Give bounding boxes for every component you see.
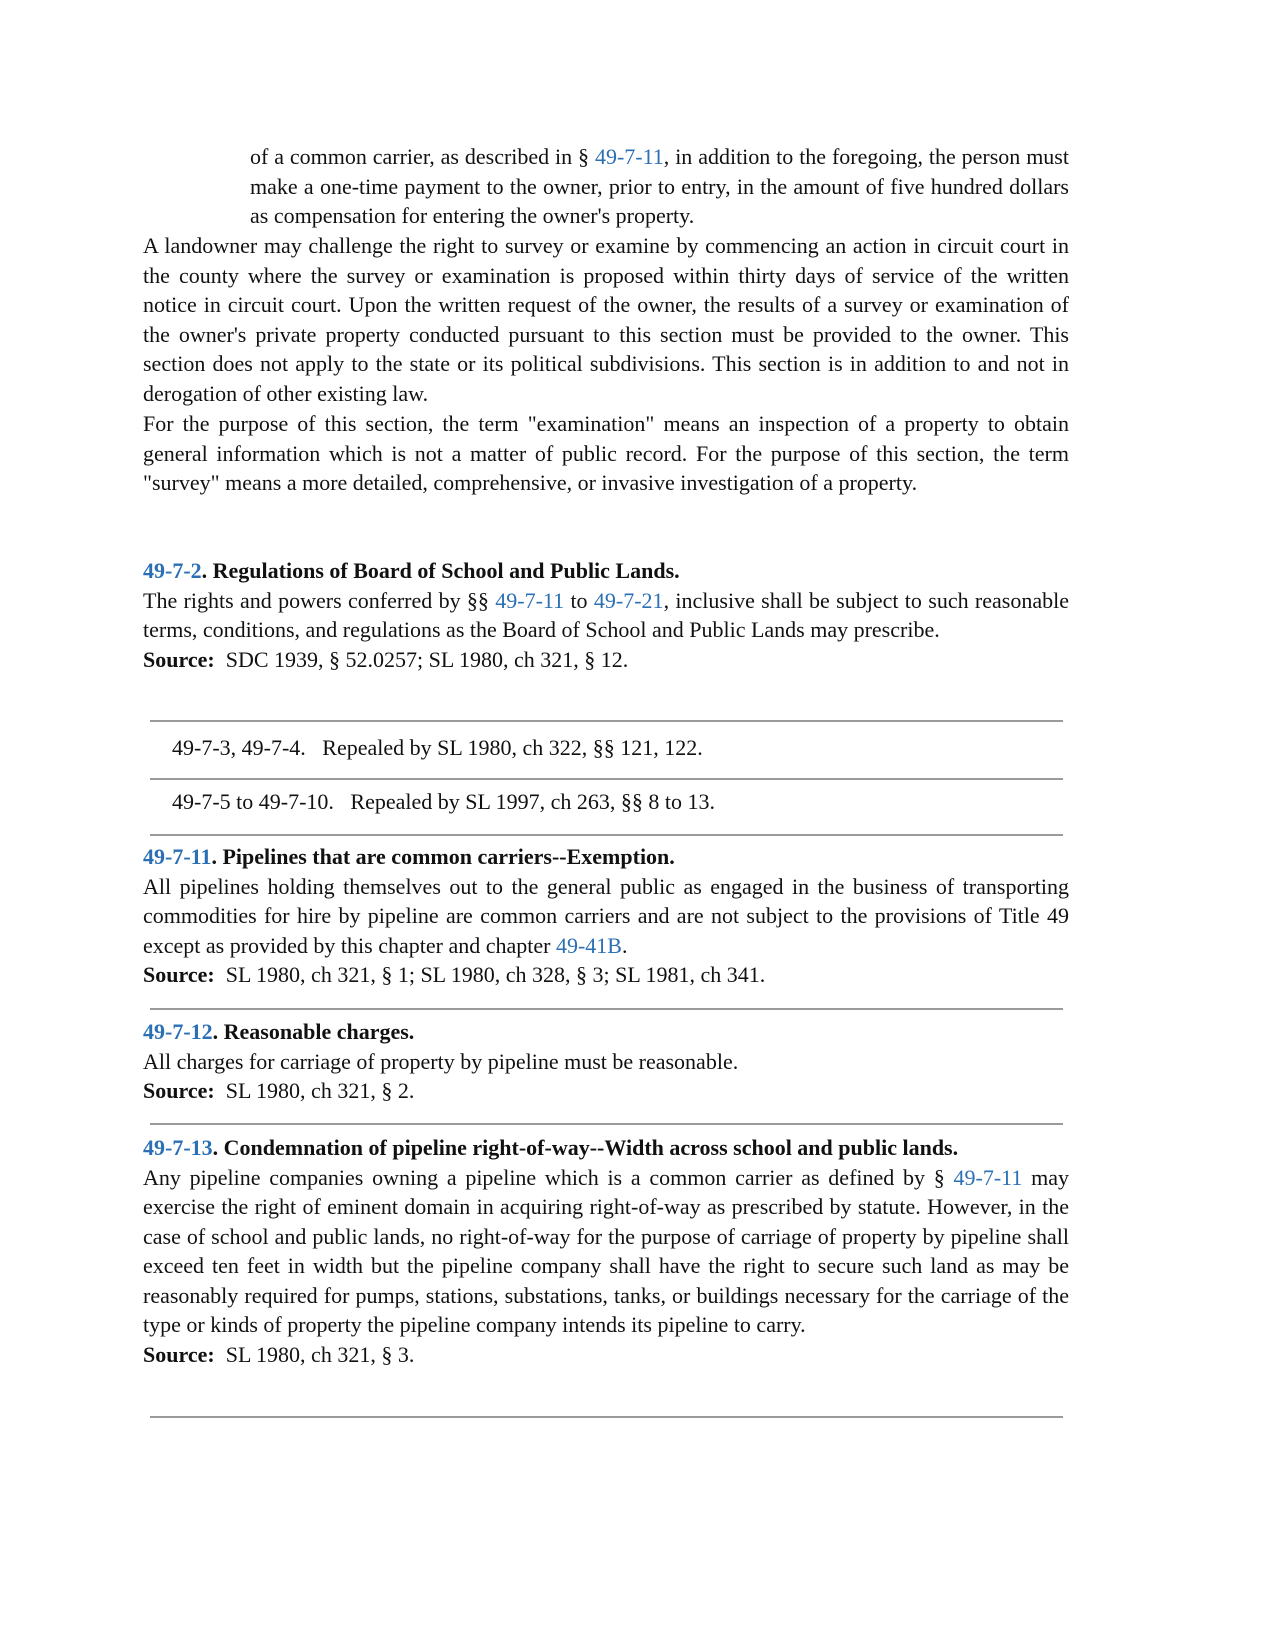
- text: The rights and powers conferred by §§: [143, 587, 496, 613]
- text: , in addition to the foregoing, the person must make a one-time payment to the owner, prior to entry, in the amount of five hundred dollars as compensation for entering the owner's property.: [250, 144, 1069, 228]
- source-line: [143, 1340, 1069, 1370]
- source-label: Source:: [143, 1341, 215, 1367]
- text: to: [564, 587, 594, 613]
- section-body: All charges for carriage of property by pipeline must be reasonable.: [143, 1048, 739, 1074]
- source-text: SL 1980, ch 321, § 2.: [214, 1078, 415, 1103]
- section-title: . Reasonable charges.: [212, 1019, 415, 1044]
- source-line: [143, 1076, 1069, 1106]
- section-heading: [143, 1017, 1069, 1047]
- section-title: . Pipelines that are common carriers--Exemption.: [211, 844, 675, 869]
- divider: [150, 778, 1063, 780]
- paragraph-common-carrier-payment: [250, 142, 1069, 231]
- source-line: [143, 645, 1069, 675]
- repealed-49-7-5: 49-7-5 to 49-7-10. Repealed by SL 1997, ch 263, §§ 8 to 13.: [172, 789, 715, 814]
- text: , inclusive shall be subject to such reasonable terms, conditions, and regulations as the Board of School and Public Lands may prescribe.: [143, 587, 1069, 642]
- link-49-7-11[interactable]: 49-7-11: [953, 1164, 1023, 1190]
- section-number-link[interactable]: 49-7-2: [143, 558, 202, 583]
- link-49-7-11[interactable]: 49-7-11: [594, 144, 664, 169]
- source-text: SL 1980, ch 321, § 1; SL 1980, ch 328, § 3; SL 1981, ch 341.: [214, 962, 766, 987]
- text: .: [621, 932, 628, 958]
- text: Any pipeline companies owning a pipeline which is a common carrier as defined by §: [143, 1164, 954, 1190]
- link-49-7-21[interactable]: 49-7-21: [593, 587, 664, 613]
- paragraph-definitions: For the purpose of this section, the term "examination" means an inspection of a property to obtain general information which is not a matter of public record. For the purpose of this section, the term "survey" means a more detailed, comprehensive, or invasive investigation of a property.: [143, 411, 1069, 495]
- section-title: . Regulations of Board of School and Public Lands.: [201, 558, 680, 583]
- section-number-link[interactable]: 49-7-11: [143, 844, 212, 869]
- divider: [150, 1123, 1063, 1125]
- section-body: [143, 586, 1069, 645]
- divider: [150, 1416, 1063, 1418]
- section-49-7-2: [143, 556, 1069, 674]
- divider: [150, 1008, 1063, 1010]
- source-label: Source:: [143, 646, 215, 672]
- link-49-41B[interactable]: 49-41B: [555, 932, 622, 958]
- section-body: [143, 872, 1069, 961]
- source-line: [143, 960, 1069, 990]
- section-49-7-11: [143, 842, 1069, 990]
- section-title: . Condemnation of pipeline right-of-way--Width across school and public lands.: [212, 1135, 959, 1160]
- text: may exercise the right of eminent domain in acquiring right-of-way as prescribed by statute. However, in the case of school and public lands, no right-of-way for the purpose of carriage of property by pipeline shall exceed ten feet in width but the pipeline company shall have the right to secure such land as may be reasonably required for pumps, stations, substations, tanks, or buildings necessary for the carriage of the type or kinds of property the pipeline company intends its pipeline to carry.: [143, 1164, 1069, 1337]
- source-label: Source:: [143, 1078, 215, 1103]
- section-heading: [143, 842, 1069, 872]
- source-text: SDC 1939, § 52.0257; SL 1980, ch 321, § 12.: [214, 646, 629, 672]
- text: of a common carrier, as described in §: [250, 144, 595, 169]
- link-49-7-11[interactable]: 49-7-11: [495, 587, 565, 613]
- source-text: SL 1980, ch 321, § 3.: [214, 1341, 415, 1367]
- section-body: [143, 1163, 1069, 1340]
- divider: [150, 834, 1063, 836]
- section-heading: [143, 1133, 1069, 1163]
- text: All pipelines holding themselves out to the general public as engaged in the business of transporting commodities for hire by pipeline are common carriers and are not subject to the provisions of Title 49 except as provided by this chapter and chapter: [143, 873, 1069, 958]
- repealed-49-7-3: 49-7-3, 49-7-4. Repealed by SL 1980, ch 322, §§ 121, 122.: [172, 735, 703, 760]
- section-number-link[interactable]: 49-7-12: [143, 1019, 213, 1044]
- section-heading: [143, 556, 1069, 586]
- section-49-7-13: [143, 1133, 1069, 1369]
- section-49-7-12: [143, 1017, 1069, 1106]
- section-number-link[interactable]: 49-7-13: [143, 1135, 213, 1160]
- source-label: Source:: [143, 962, 215, 987]
- paragraph-landowner-challenge: A landowner may challenge the right to survey or examine by commencing an action in circuit court in the county where the survey or examination is proposed within thirty days of service of the written notice in circuit court. Upon the written request of the owner, the results of a survey or examination of the owner's private property conducted pursuant to this section must be provided to the owner. This section does not apply to the state or its political subdivisions. This section is in addition to and not in derogation of other existing law.: [143, 233, 1069, 406]
- divider: [150, 720, 1063, 722]
